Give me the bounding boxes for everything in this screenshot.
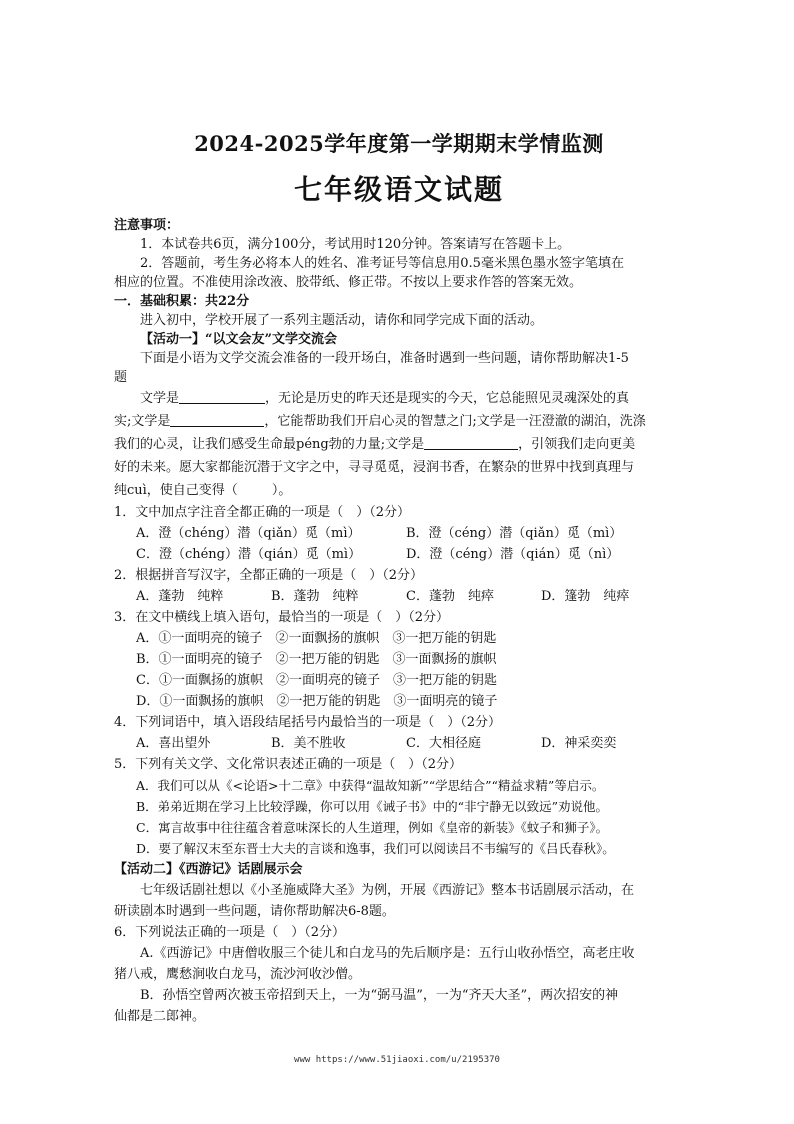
blank-3 (424, 436, 518, 450)
q4-option-c: C．大相径庭 (406, 736, 481, 751)
q5-option-c: C．寓言故事中往往蕴含着意味深长的人生道理，例如《皇帝的新装》《蚊子和狮子》。 (136, 820, 609, 835)
q6-option-b-line-1: B．孙悟空曾两次被玉帝招到天上，一为“弼马温”，一为“齐天大圣”，两次招安的神 (140, 988, 619, 1003)
q3-option-b: B．①一面明亮的镜子 ②一把万能的钥匙 ③一面飘扬的旗帜 (136, 652, 497, 667)
passage-text: ）。 (271, 483, 292, 498)
activity-1-lead-line-1: 下面是小语为文学交流会准备的一段开场白，准备时遇到一些问题，请你帮助解决1-5 (140, 351, 629, 366)
q5-stem: 5．下列有关文学、文化常识表述正确的一项是（ ）（2分） (114, 757, 463, 772)
q1-option-a: A．澄（chéng）潜（qiǎn）觅（mì） (136, 526, 361, 541)
q6-option-a-line-1: A.《西游记》中唐僧收服三个徒儿和白龙马的先后顺序是：五行山收孙悟空，高老庄收 (140, 946, 635, 961)
blank-2 (170, 413, 264, 427)
q6-option-b-line-2: 仙都是二郎神。 (114, 1009, 206, 1024)
passage-text: 纯cuì，使自己变得（ (114, 483, 238, 498)
q1-option-c: C．澄（chéng）潜（qián）觅（mì） (136, 547, 362, 562)
section-1-intro: 进入初中，学校开展了一系列主题活动，请你和同学完成下面的活动。 (140, 313, 544, 328)
q2-option-b: B．蓬勃 纯粹 (271, 589, 359, 604)
blank-1 (179, 390, 265, 404)
activity-2-heading: 【活动二】《西游记》话剧展示会 (114, 862, 303, 877)
activity-2-intro-line-1: 七年级话剧社想以《小圣施威降大圣》为例，开展《西游记》整本书话剧展示活动，在 (140, 883, 635, 898)
footer-watermark-url: www https://www.51jiaoxi.com/u/2195370 (294, 1055, 500, 1065)
q4-stem: 4．下列词语中，填入语段结尾括号内最恰当的一项是（ ）（2分） (114, 715, 502, 730)
passage-text: ，它能帮助我们开启心灵的智慧之门;文学是一汪澄澈的湖泊，洗涤 (264, 414, 646, 429)
q2-option-a: A．蓬勃 纯粹 (136, 589, 224, 604)
q1-options-row-2 (114, 544, 684, 565)
q3-option-d: D．①一面飘扬的旗帜 ②一把万能的钥匙 ③一面明亮的镜子 (136, 694, 498, 709)
q4-option-b: B．美不胜收 (271, 736, 346, 751)
section-1-heading: 一．基础积累：共22分 (114, 294, 250, 309)
q5-option-d: D．要了解汉末至东晋士大夫的言谈和逸事，我们可以阅读吕不韦编写的《吕氏春秋》。 (136, 841, 615, 856)
exam-subtitle: 七年级语文试题 (293, 173, 504, 206)
activity-1-lead-line-2: 题 (114, 370, 128, 385)
q4-option-d: D．神采奕奕 (541, 736, 617, 751)
q1-options-row-1 (114, 523, 684, 544)
exam-page (114, 128, 684, 1027)
q2-option-d: D．篷勃 纯瘁 (541, 589, 630, 604)
q2-options (114, 586, 684, 607)
notes-heading: 注意事项： (114, 218, 180, 233)
passage-text: 我们的心灵，让我们感受生命最péng勃的力量;文学是 (114, 437, 425, 452)
q1-option-d: D．澄（céng）潜（qián）觅（nì） (406, 547, 620, 562)
q1-stem: 1．文中加点字注音全都正确的一项是（ ）（2分） (114, 505, 411, 520)
note-1: 1．本试卷共6页，满分100分，考试用时120分钟。答案请写在答题卡上。 (140, 237, 571, 252)
activity-1-heading: 【活动一】“以文会友”文学交流会 (140, 332, 337, 347)
passage-text: 好的未来。愿大家都能沉潜于文字之中，寻寻觅觅，浸润书香，在繁杂的世界中找到真理与 (114, 460, 635, 475)
q1-option-b: B．澄（céng）潜（qiǎn）觅（mì） (406, 526, 623, 541)
passage-text: 文学是 (140, 391, 180, 406)
q5-option-a: A．我们可以从《<论语>十二章》中获得“温故知新”“学思结合”“精益求精”等启示。 (136, 778, 605, 793)
passage-text: ，引领我们走向更美 (518, 437, 636, 452)
note-2-line-1: 2．答题前，考生务必将本人的姓名、准考证号等信息用0.5毫米黑色墨水签字笔填在 (140, 256, 624, 271)
q3-option-a: A．①一面明亮的镜子 ②一面飘扬的旗帜 ③一把万能的钥匙 (136, 631, 497, 646)
passage-text: 实;文学是 (114, 414, 171, 429)
activity-2-intro-line-2: 研读剧本时遇到一些问题，请你帮助解决6-8题。 (114, 904, 395, 919)
note-2-line-2: 相应的位置。不准使用涂改液、胶带纸、修正带。不按以上要求作答的答案无效。 (114, 275, 583, 290)
q4-option-a: A．喜出望外 (136, 736, 211, 751)
q3-stem: 3．在文中横线上填入语句，最恰当的一项是（ ）（2分） (114, 610, 450, 625)
q4-options (114, 733, 684, 754)
q6-option-a-line-2: 猪八戒，鹰愁涧收白龙马，流沙河收沙僧。 (114, 967, 362, 982)
q5-option-b: B．弟弟近期在学习上比较浮躁，你可以用《诫子书》中的“非宁静无以致远”劝说他。 (136, 799, 608, 814)
passage-text: ，无论是历史的昨天还是现实的今天，它总能照见灵魂深处的真 (265, 391, 630, 406)
q2-stem: 2．根据拼音写汉字，全都正确的一项是（ ）（2分） (114, 568, 424, 583)
q6-stem: 6．下列说法正确的一项是（ ）（2分） (114, 925, 346, 940)
q2-option-c: C．蓬勃 纯瘁 (406, 589, 494, 604)
opening-passage (114, 387, 684, 502)
exam-title: 2024-2025学年度第一学期期末学情监测 (194, 131, 604, 156)
q3-option-c: C．①一面飘扬的旗帜 ②一面明亮的镜子 ③一把万能的钥匙 (136, 673, 497, 688)
